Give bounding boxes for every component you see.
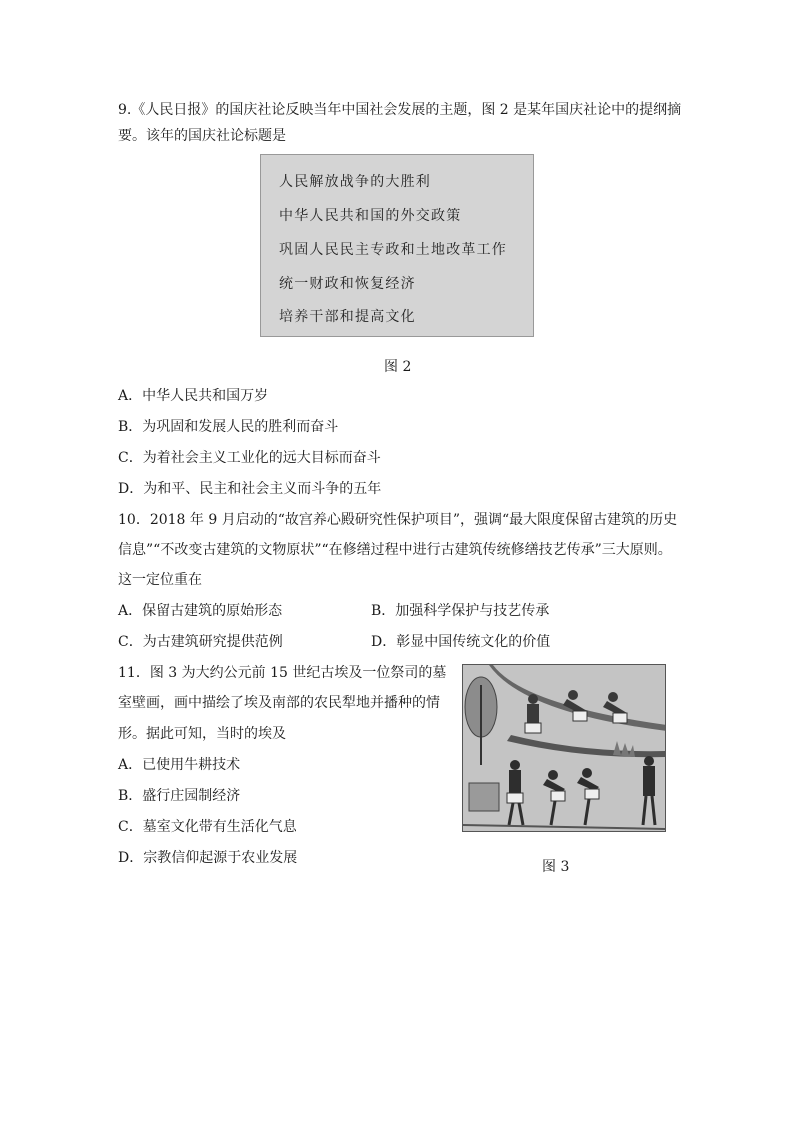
outline-item: 统一财政和恢复经济	[279, 276, 416, 292]
q9-option-b: B．为巩固和发展人民的胜利而奋斗	[118, 419, 339, 435]
q9-stem-line2: 要。该年的国庆社论标题是	[118, 128, 286, 144]
q9-option-d: D．为和平、民主和社会主义而斗争的五年	[118, 481, 382, 497]
q11-option-a: A．已使用牛耕技术	[118, 757, 241, 773]
outline-item: 培养干部和提高文化	[279, 309, 416, 325]
q11-option-d: D．宗教信仰起源于农业发展	[118, 850, 298, 866]
egyptian-mural-image	[462, 664, 666, 832]
q11-stem-line1: 11．图 3 为大约公元前 15 世纪古埃及一位祭司的墓	[118, 665, 447, 681]
q10-option-a: A．保留古建筑的原始形态	[118, 603, 283, 619]
q11-stem-line2: 室壁画，画中描绘了埃及南部的农民犁地并播种的情	[118, 695, 440, 711]
q10-stem-line3: 这一定位重在	[118, 572, 202, 588]
q10-option-c: C．为古建筑研究提供范例	[118, 634, 283, 650]
q11-option-b: B．盛行庄园制经济	[118, 788, 241, 804]
q11-stem-line3: 形。据此可知，当时的埃及	[118, 726, 286, 742]
q9-stem-line1: 9.《人民日报》的国庆社论反映当年中国社会发展的主题，图 2 是某年国庆社论中的提纲摘	[118, 102, 682, 118]
figure-3-caption: 图 3	[542, 859, 570, 875]
figure-2-caption: 图 2	[384, 359, 412, 375]
q10-stem-line1: 10．2018 年 9 月启动的“故宫养心殿研究性保护项目”，强调“最大限度保留古建筑的历史	[118, 512, 678, 528]
outline-item: 巩固人民民主专政和土地改革工作	[279, 242, 507, 258]
q11-option-c: C．墓室文化带有生活化气息	[118, 819, 297, 835]
outline-item: 中华人民共和国的外交政策	[279, 208, 462, 224]
q10-stem-line2: 信息”“不改变古建筑的文物原状”“在修缮过程中进行古建筑传统修缮技艺传承”三大原则。	[118, 542, 672, 558]
q9-option-a: A．中华人民共和国万岁	[118, 388, 269, 404]
figure-2-outline-box	[260, 154, 534, 337]
outline-item: 人民解放战争的大胜利	[279, 174, 431, 190]
q10-option-d: D．彰显中国传统文化的价值	[371, 634, 551, 650]
q10-option-b: B．加强科学保护与技艺传承	[371, 603, 550, 619]
q9-option-c: C．为着社会主义工业化的远大目标而奋斗	[118, 450, 381, 466]
